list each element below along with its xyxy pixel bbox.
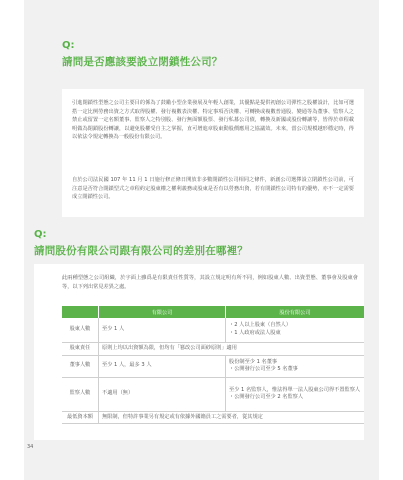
answer-paragraph-2: 自於公司法民國 107 年 11 月 1 日施行修正條日開放非多數閉鎖性公司相同之條件，新創公司選擇設立閉鎖性公司前，可注意是否符合閉鎖型式之章程約定股東權之權利義務或股東是否有以勞務出資，若有閉鎖性公司特有的優勢，亦不一定需要成立閉鎖性公司。 <box>72 177 354 201</box>
comparison-table <box>62 306 364 424</box>
table-row <box>62 318 364 342</box>
cell-merged: 無限制，但特許事業另有規定或有依據外國籍員工之需要者，從其規定 <box>99 411 365 424</box>
row-label: 最低資本額 <box>62 411 99 424</box>
cell-limited: 至少 1 人，最多 3 人 <box>99 355 226 377</box>
page-number: 34 <box>27 444 34 450</box>
cell-shares: 至少 1 名監察人，惟法得單一法人股東公司得不置監察人 ・公開發行公司至少 2 名監察人 <box>226 377 365 411</box>
cell-merged: 原則上均以出資額為限，但均有「篡改公司面紗原則」適用 <box>99 342 365 355</box>
question-title-2: 請問股份有限公司跟有限公司的差別在哪裡？ <box>34 245 248 257</box>
answer-paragraph-1: 引進閉鎖性型態之公司主要目的係為了鼓勵小型企業發展及年輕人創業，其優點是提供初創公司彈性之股權設計，比如可選搭一定比例勞務出資之方式取得股權、發行複數表決權、特定事項否決權、可轉換或複數普通股、變通等為董事、監察人之禁止或留置一定名額董事、監察人之特別股、發行無面額股票、發行私募公司債，轉換及新國或股份轉讓等，皆得於章程載明做為閉鎖股份轉讓，以避免股權受自主之掌握，直可增進章股東動股價應用之協議效。未來，當公司規模越形穩定時，得以依法令規定轉換為一般股份有限公司。 <box>72 100 354 141</box>
table-row <box>62 342 364 355</box>
table-row <box>62 411 364 424</box>
table-row <box>62 377 364 411</box>
cell-shares: ・2 人以上股東（自然人） ・1 人政府或法人股東 <box>226 318 365 342</box>
table-row <box>62 355 364 377</box>
cell-limited: 不適用（無） <box>99 377 226 411</box>
q-label-1: Q: <box>62 40 75 51</box>
table-header-row <box>62 306 364 318</box>
row-label: 監察人數 <box>62 377 99 411</box>
row-label: 股東人數 <box>62 318 99 342</box>
table-header-limited-company: 有限公司 <box>99 306 226 318</box>
row-label: 董事人數 <box>62 355 99 377</box>
cell-shares: 股份制至少 1 名董事 ・公開發行公司至少 5 名董事 <box>226 355 365 377</box>
table-header-company-limited-by-shares: 股份有限公司 <box>226 306 365 318</box>
question-title-1: 請問是否應該要設立閉鎖性公司？ <box>62 56 223 68</box>
comparison-intro: 此兩種型態之公司組織，於字面上雖爲是有限責任性質等，其設立規定明有所不同，例如股東人數、出資型態、董事會及股東會等，以下列出常見差異之處。 <box>62 275 358 290</box>
table-header-blank <box>62 306 99 318</box>
cell-limited: 至少 1 人 <box>99 318 226 342</box>
q-label-2: Q: <box>34 229 47 240</box>
row-label: 股東責任 <box>62 342 99 355</box>
